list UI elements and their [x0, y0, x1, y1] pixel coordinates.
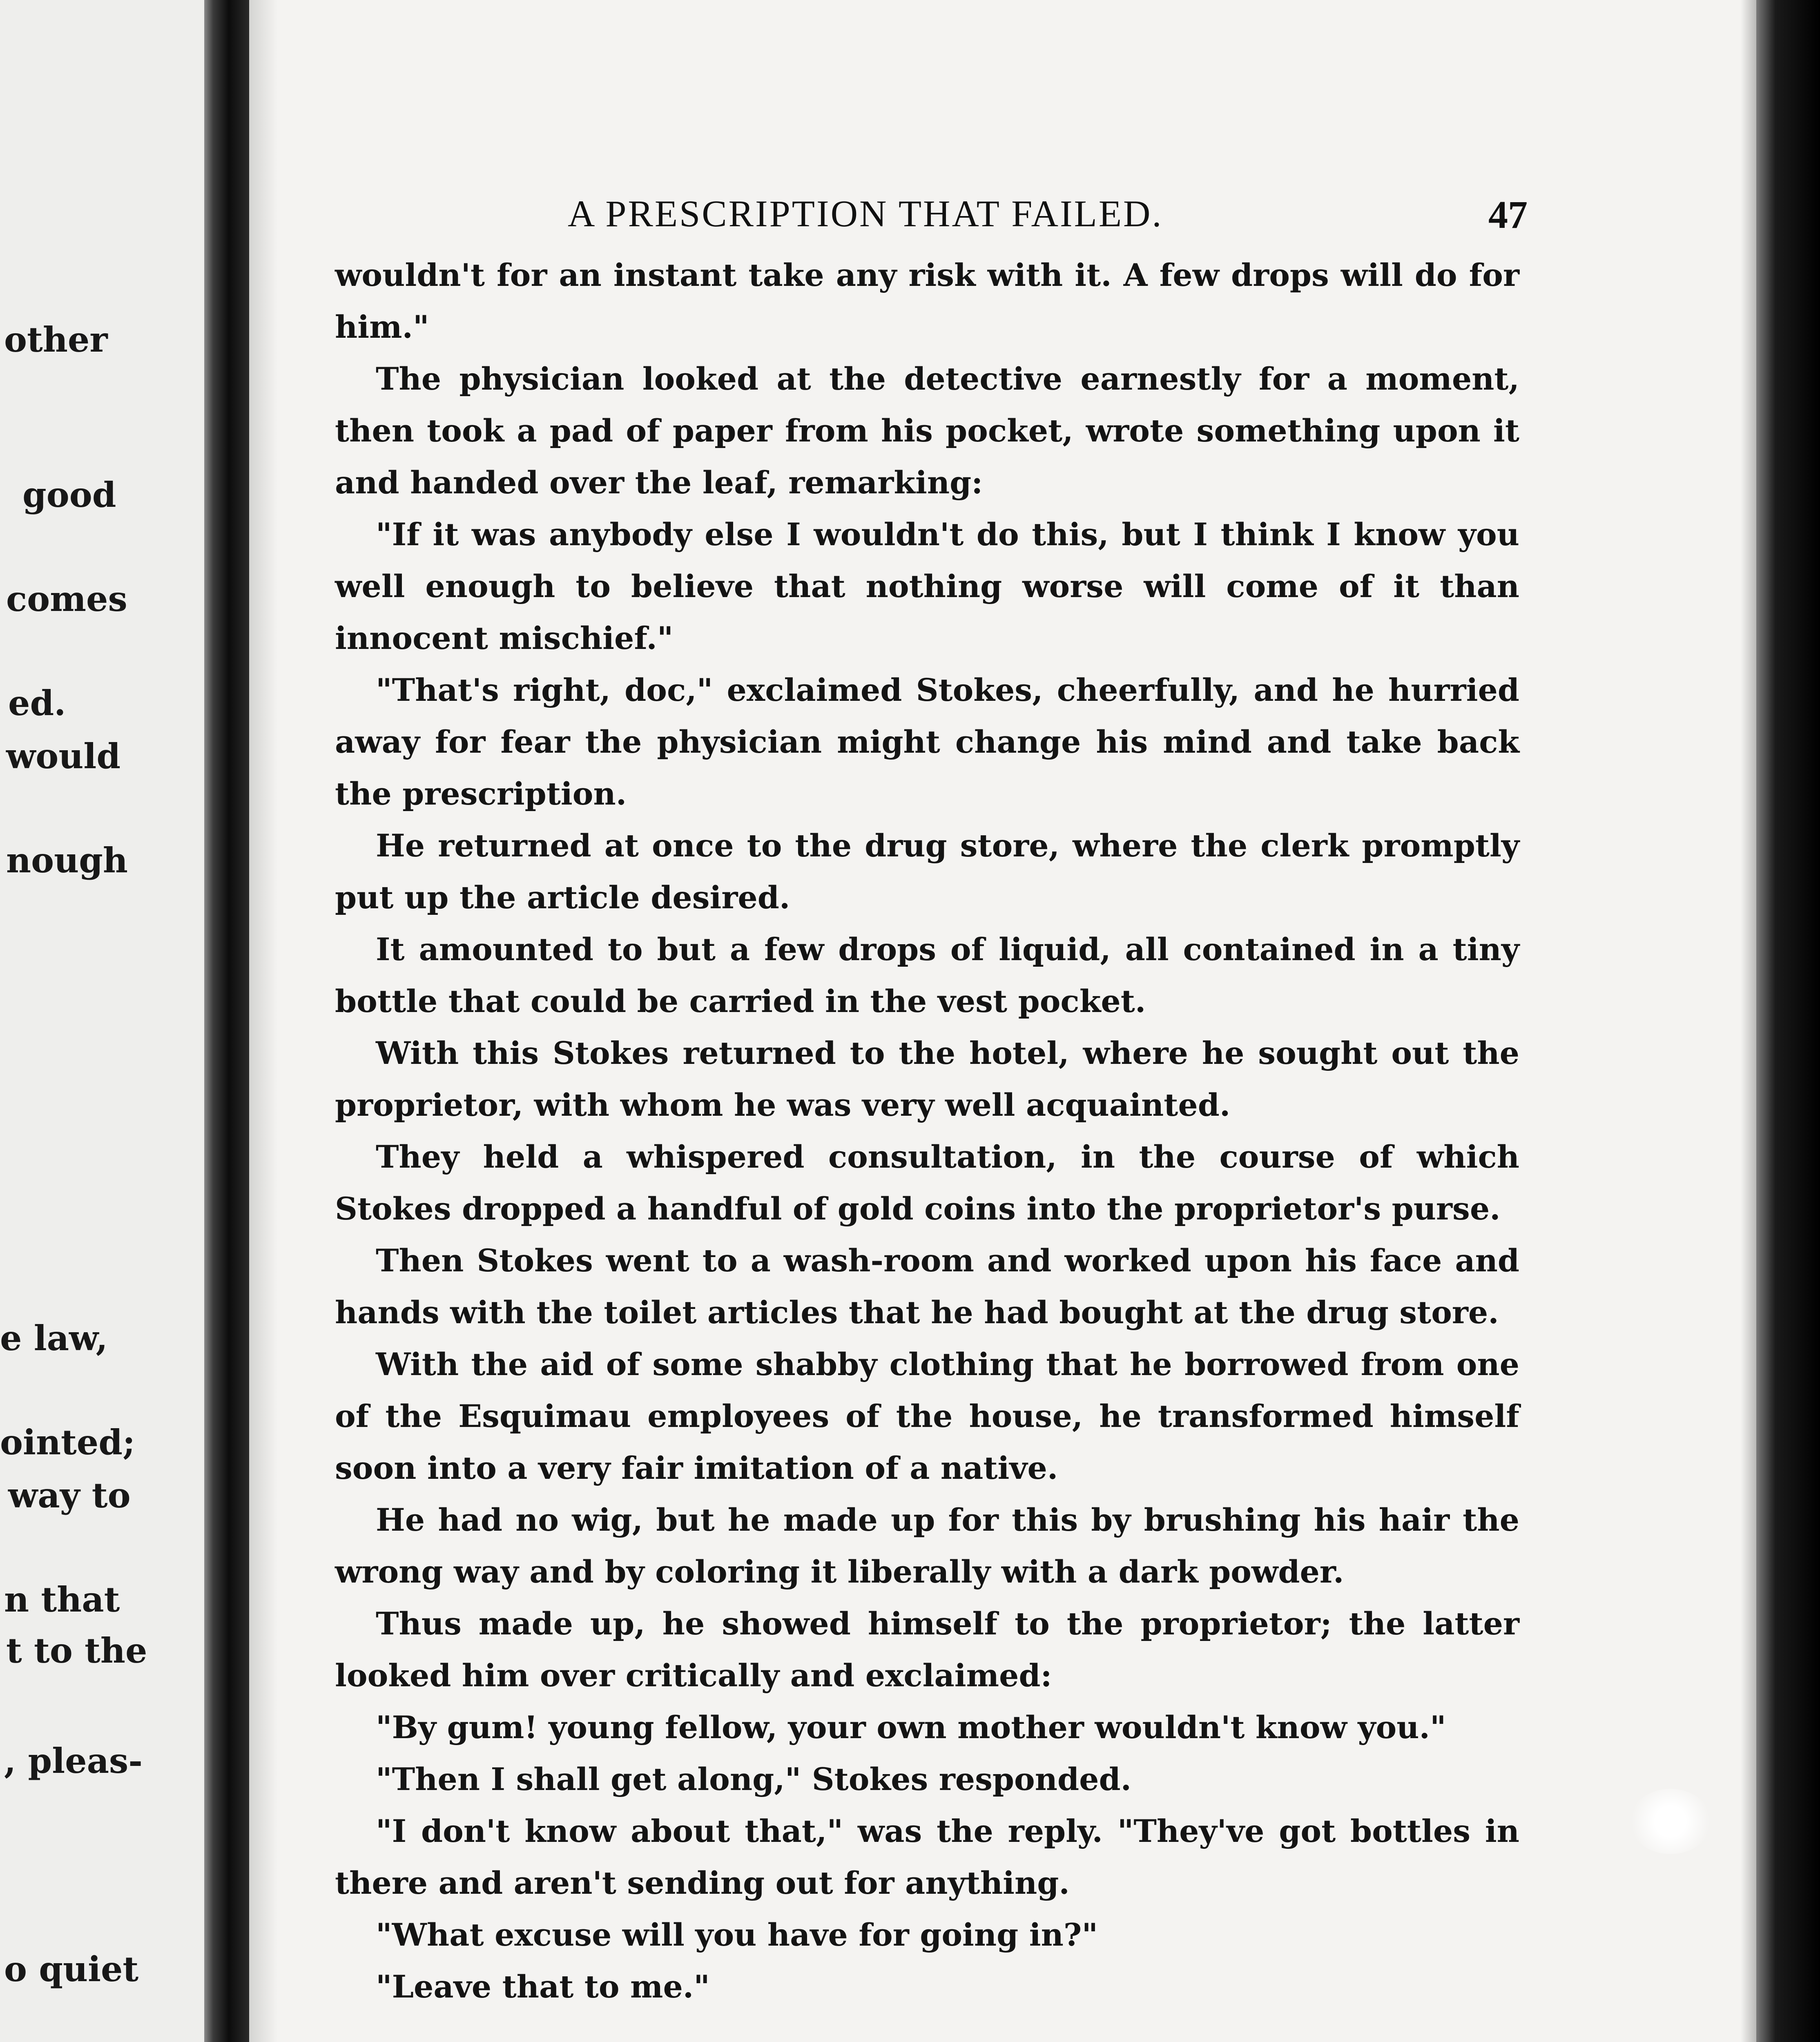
left-fragment: way to — [8, 1475, 131, 1516]
paragraph: "By gum! young fellow, your own mother wouldn't know you." — [376, 1709, 1446, 1746]
body-text — [335, 249, 1519, 2013]
left-fragment: n that — [4, 1579, 120, 1620]
paragraph: He returned at once to the drug store, where the clerk promptly put up the article desired. — [335, 827, 1519, 916]
left-fragment: nough — [6, 840, 128, 881]
left-fragment: e law, — [0, 1318, 108, 1358]
paragraph: "Then I shall get along," Stokes responded. — [376, 1761, 1132, 1797]
paragraph: Thus made up, he showed himself to the proprietor; the latter looked him over critically and exclaimed: — [335, 1605, 1519, 1694]
paragraph: Then Stokes went to a wash-room and worked upon his face and hands with the toilet articles that he had bought at the drug store. — [335, 1242, 1519, 1331]
paragraph: It amounted to but a few drops of liquid, all contained in a tiny bottle that could be carried in the vest pocket. — [335, 931, 1519, 1019]
page-number: 47 — [1488, 193, 1528, 236]
paragraph: "What excuse will you have for going in?" — [376, 1917, 1098, 1953]
paragraph: "That's right, doc," exclaimed Stokes, cheerfully, and he hurried away for fear the physician might change his mind and take back the prescription. — [335, 672, 1519, 812]
running-head — [335, 192, 1528, 249]
paragraph: "Leave that to me." — [376, 1968, 710, 2005]
left-fragment: comes — [6, 579, 127, 619]
paper-stain — [1630, 1789, 1711, 1854]
paragraph: They held a whispered consultation, in the course of which Stokes dropped a handful of gold coins into the proprietor's purse. — [335, 1139, 1519, 1227]
paragraph: "If it was anybody else I wouldn't do this, but I think I know you well enough to believe that nothing worse will come of it than innocent mischief." — [335, 516, 1519, 656]
left-fragment: , pleas- — [4, 1741, 143, 1781]
scan-border — [1756, 0, 1820, 2042]
running-title: A PRESCRIPTION THAT FAILED. — [568, 193, 1163, 234]
left-fragment: ointed; — [0, 1422, 135, 1462]
left-fragment: would — [6, 736, 121, 776]
left-fragment: t to the — [6, 1630, 147, 1671]
left-fragment: ed. — [8, 683, 66, 723]
page-edge-shadow — [1741, 0, 1756, 2042]
paragraph: With the aid of some shabby clothing that he borrowed from one of the Esquimau employees of the house, he transformed himself soon into a very fair imitation of a native. — [335, 1346, 1519, 1486]
paragraph: The physician looked at the detective earnestly for a moment, then took a pad of paper from his pocket, wrote something upon it and handed over the leaf, remarking: — [335, 361, 1519, 501]
paragraph: "I don't know about that," was the reply. "They've got bottles in there and aren't sending out for anything. — [335, 1813, 1519, 1901]
paragraph: He had no wig, but he made up for this by brushing his hair the wrong way and by coloring it liberally with a dark powder. — [335, 1502, 1519, 1590]
book-gutter — [204, 0, 249, 2042]
left-fragment: o quiet — [4, 1949, 139, 1989]
paragraph: wouldn't for an instant take any risk with it. A few drops will do for him." — [335, 257, 1519, 345]
facing-page-text — [0, 0, 204, 2042]
book-page — [335, 192, 1528, 2013]
paragraph: With this Stokes returned to the hotel, where he sought out the proprietor, with whom he was very well acquainted. — [335, 1035, 1519, 1123]
gutter-shadow — [249, 0, 278, 2042]
left-fragment: good — [22, 475, 116, 515]
left-fragment: other — [4, 319, 108, 360]
